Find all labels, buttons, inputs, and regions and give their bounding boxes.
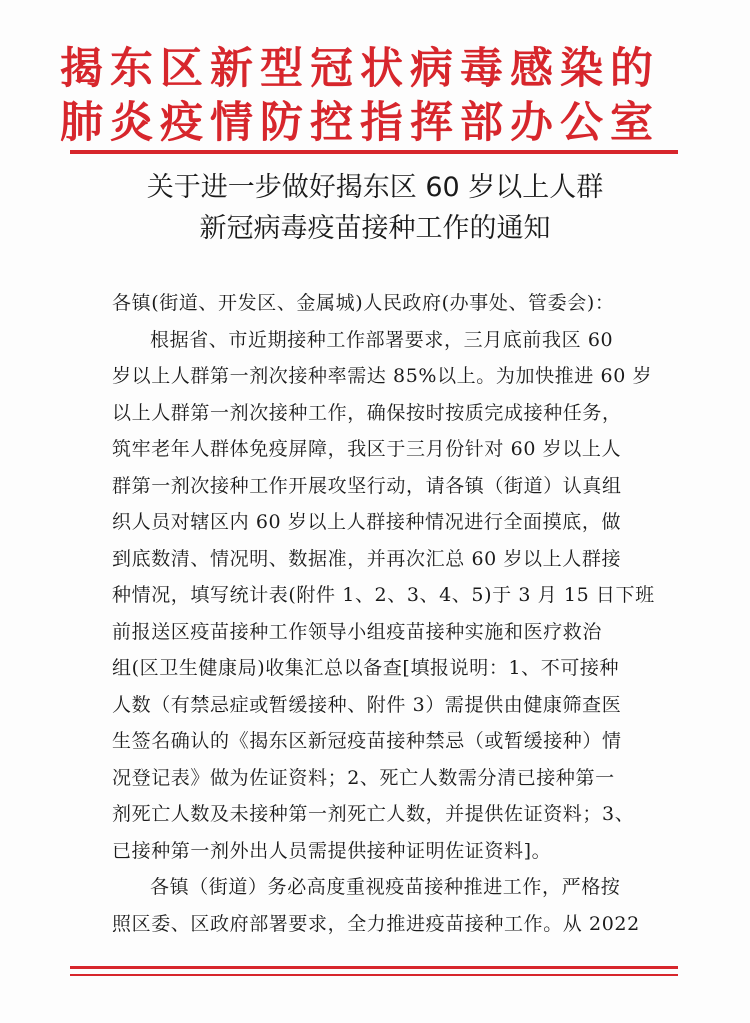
document-title-line-1: 关于进一步做好揭东区 60 岁以上人群 <box>146 172 604 203</box>
body-line: 根据省、市近期接种工作部署要求，三月底前我区 60 <box>150 328 614 351</box>
body-line: 各镇（街道）务必高度重视疫苗接种推进工作，严格按 <box>150 876 621 898</box>
body-line: 以上人群第一剂次接种工作，确保按时按质完成接种任务， <box>112 401 622 424</box>
salutation: 各镇(街道、开发区、金属城)人民政府(办事处、管委会)： <box>112 292 615 314</box>
letterhead-red-rule <box>70 150 678 154</box>
letterhead <box>60 44 700 152</box>
body-line: 生签名确认的《揭东区新冠疫苗接种禁忌（或暂缓接种）情 <box>112 730 622 752</box>
body-line: 种情况，填写统计表(附件 1、2、3、4、5)于 3 月 15 日下班 <box>112 584 655 606</box>
body-line: 到底数清、情况明、数据准，并再次汇总 60 岁以上人群接 <box>112 547 622 570</box>
letterhead-line-1: 揭东区新型冠状病毒感染的 <box>60 44 660 94</box>
footer-red-rule <box>70 966 678 969</box>
body-line: 剂死亡人数及未接种第一剂死亡人数，并提供佐证资料；3、 <box>112 803 635 825</box>
body-line: 筑牢老年人群体免疫屏障，我区于三月份针对 60 岁以上人 <box>112 438 622 460</box>
document-body <box>112 285 655 942</box>
body-line: 已接种第一剂外出人员需提供接种证明佐证资料]。 <box>112 839 552 862</box>
document-title-line-2: 新冠病毒疫苗接种工作的通知 <box>199 213 551 244</box>
body-line: 前报送区疫苗接种工作领导小组疫苗接种实施和医疗救治 <box>112 620 603 643</box>
letterhead-line-2: 肺炎疫情防控指挥部办公室 <box>60 98 660 148</box>
body-line: 岁以上人群第一剂次接种率需达 85%以上。为加快推进 60 岁 <box>112 365 653 387</box>
footer-red-rule-thin <box>70 974 678 976</box>
body-line: 组(区卫生健康局)收集汇总以备查[填报说明：1、不可接种 <box>112 657 620 679</box>
body-line: 群第一剂次接种工作开展攻坚行动，请各镇（街道）认真组 <box>112 474 622 497</box>
body-line: 织人员对辖区内 60 岁以上人群接种情况进行全面摸底，做 <box>112 511 622 533</box>
body-line: 人数（有禁忌症或暂缓接种、附件 3）需提供由健康筛查医 <box>112 693 622 716</box>
body-line: 况登记表》做为佐证资料；2、死亡人数需分清已接种第一 <box>112 766 615 789</box>
body-line: 照区委、区政府部署要求，全力推进疫苗接种工作。从 2022 <box>112 912 640 935</box>
